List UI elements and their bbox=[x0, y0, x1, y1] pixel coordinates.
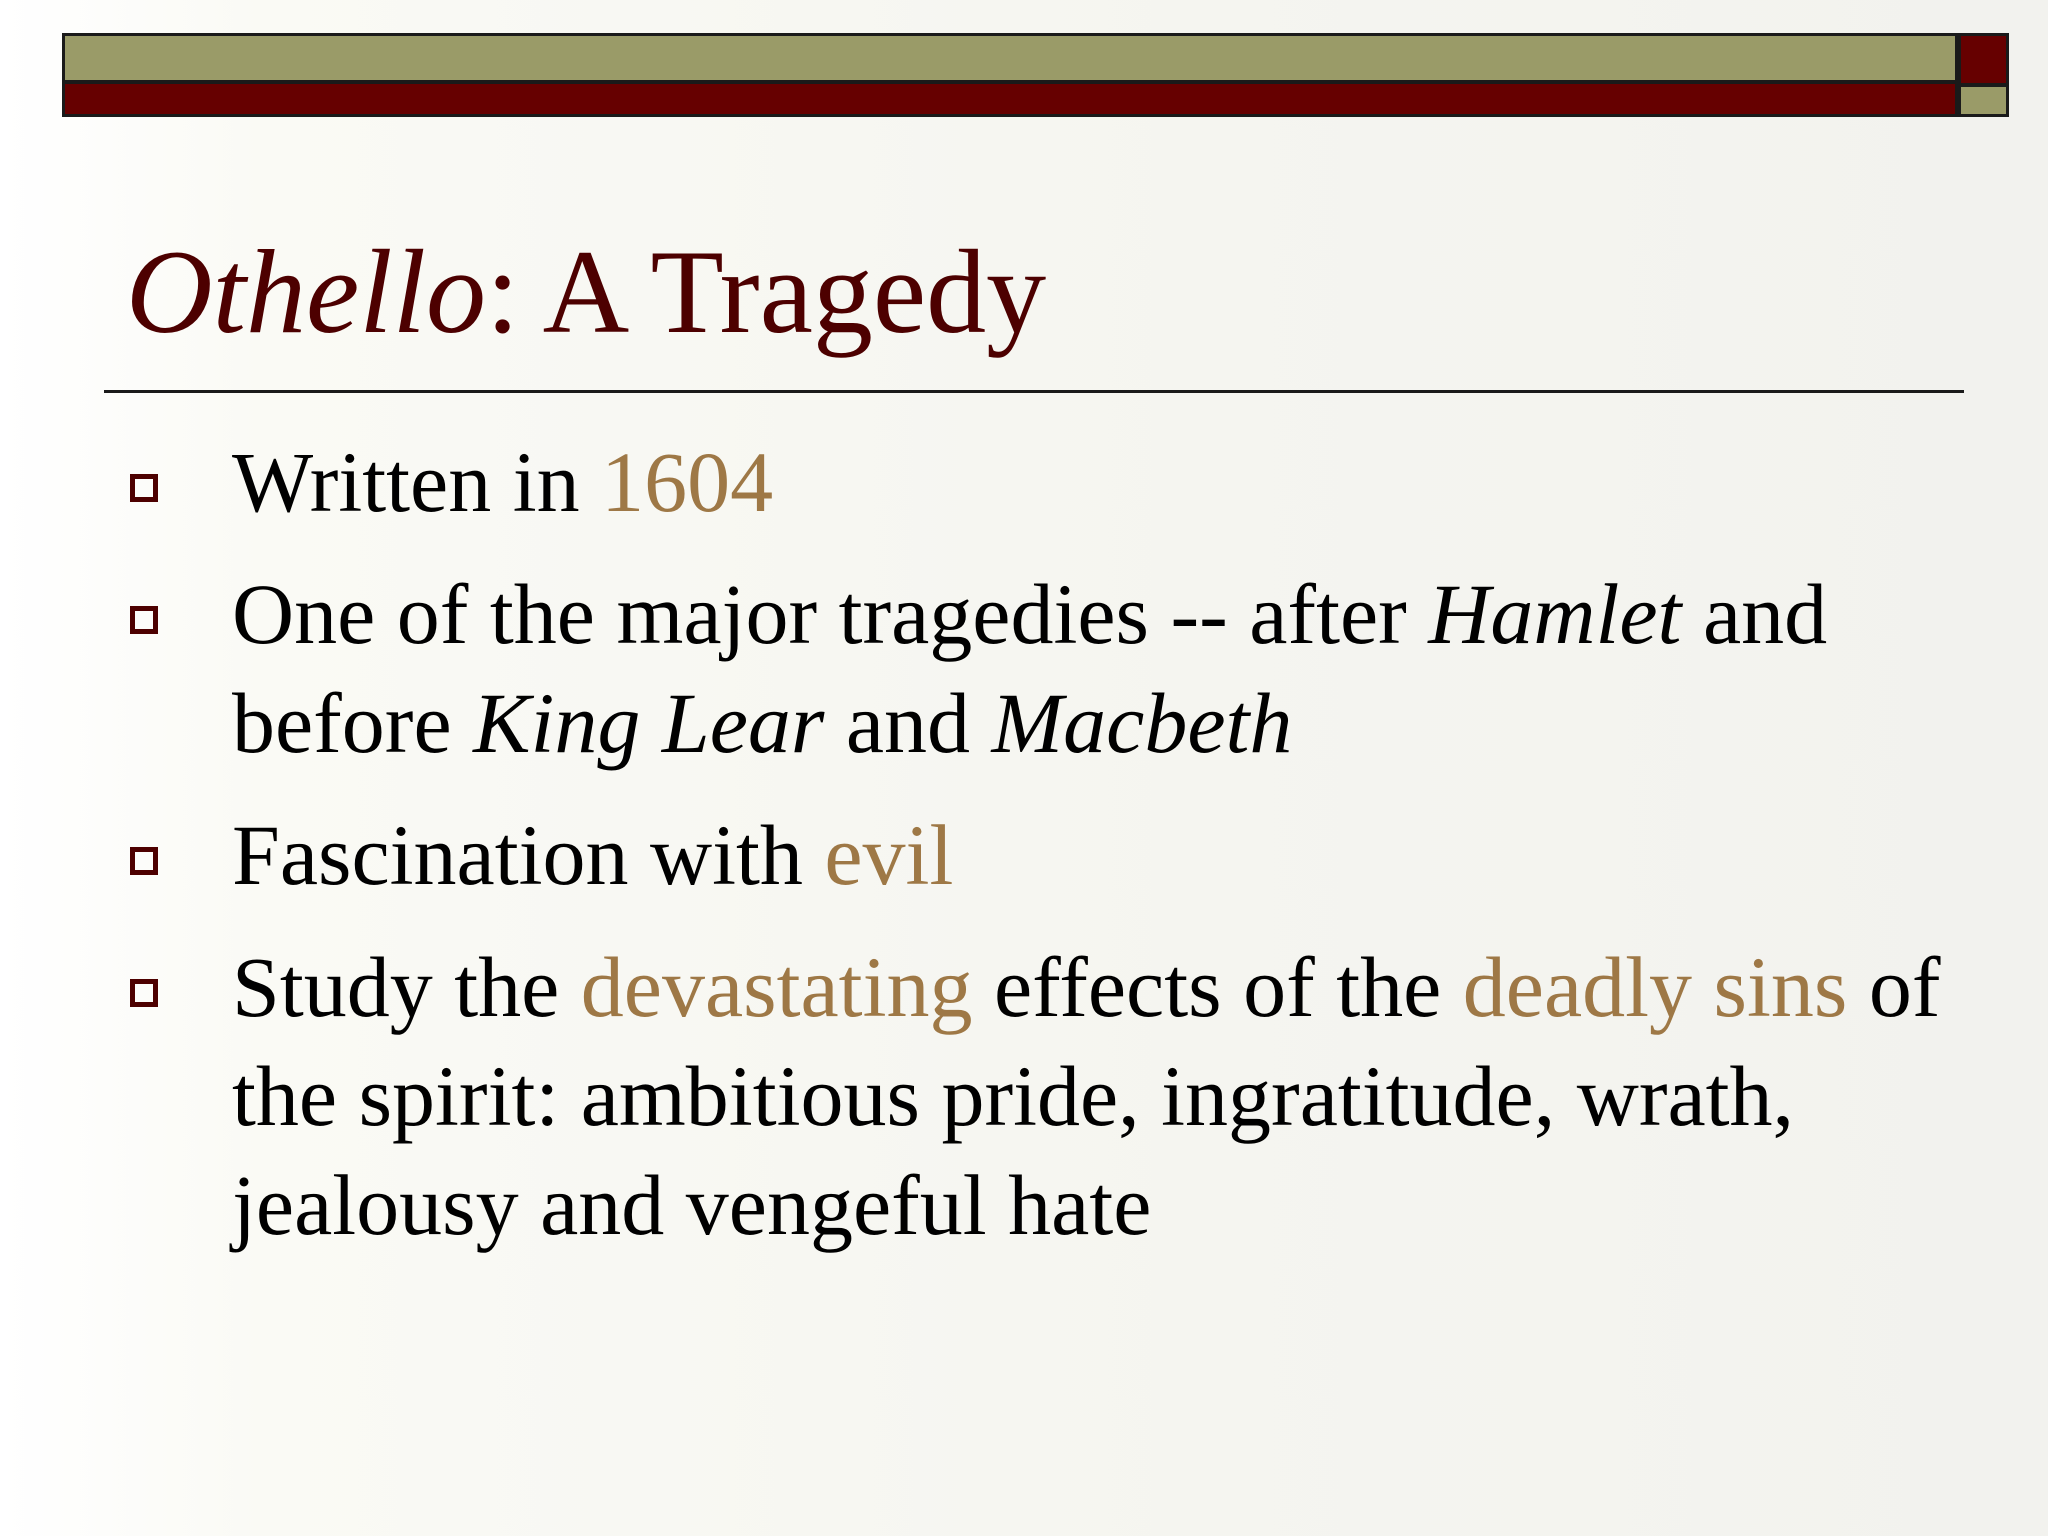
bullet-text-part: Study the bbox=[232, 939, 581, 1035]
square-bullet-icon bbox=[130, 847, 158, 875]
bullet-text bbox=[232, 560, 1960, 778]
bullet-highlight: evil bbox=[824, 807, 954, 903]
bullet-text-part: of the spirit: ambitious pride, ingratitude, wrath, jealousy and vengeful hate bbox=[232, 939, 1941, 1253]
title-divider bbox=[104, 390, 1964, 393]
square-bullet-icon bbox=[130, 606, 158, 634]
square-bullet-icon bbox=[130, 474, 158, 502]
slide-title bbox=[126, 220, 1046, 364]
bullet-text-part: Fascination with bbox=[232, 807, 825, 903]
bullet-text-part: One of the major tragedies -- after bbox=[232, 566, 1429, 662]
bullet-item bbox=[130, 560, 1960, 778]
bullet-item bbox=[130, 933, 1960, 1260]
bullet-text bbox=[232, 801, 953, 910]
bullet-highlight: deadly sins bbox=[1462, 939, 1848, 1035]
header-maroon-square bbox=[1958, 33, 2009, 86]
bullet-text-part: Written in bbox=[232, 434, 602, 530]
bullet-highlight: devastating bbox=[580, 939, 973, 1035]
bullet-text-part: effects of the bbox=[972, 939, 1463, 1035]
bullet-item bbox=[130, 428, 1960, 537]
bullet-italic-title: Macbeth bbox=[991, 675, 1293, 771]
bullet-highlight: 1604 bbox=[601, 434, 774, 530]
square-bullet-icon bbox=[130, 979, 158, 1007]
header-maroon-bar bbox=[62, 83, 1958, 117]
bullet-text-part: and before bbox=[232, 566, 1828, 771]
bullet-text bbox=[232, 428, 773, 537]
title-italic-part: Othello bbox=[126, 225, 486, 358]
header-olive-bar bbox=[62, 33, 1958, 83]
header-olive-square bbox=[1958, 86, 2009, 117]
bullet-italic-title: King Lear bbox=[473, 675, 825, 771]
title-rest: : A Tragedy bbox=[485, 225, 1047, 358]
bullet-text-part: and bbox=[824, 675, 992, 771]
bullet-list bbox=[130, 428, 1960, 1283]
bullet-item bbox=[130, 801, 1960, 910]
bullet-italic-title: Hamlet bbox=[1428, 566, 1682, 662]
bullet-text bbox=[232, 933, 1960, 1260]
